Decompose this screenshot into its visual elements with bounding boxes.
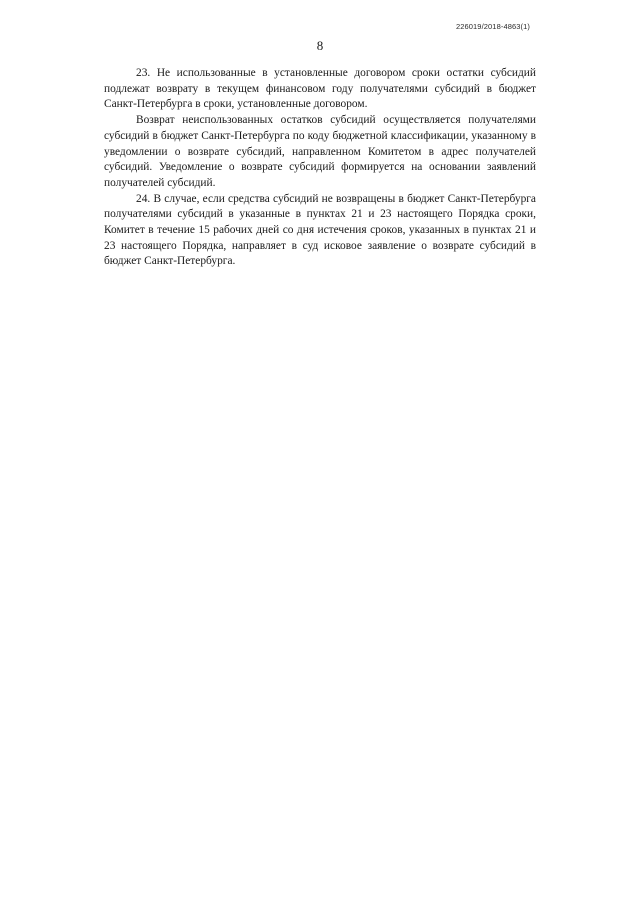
paragraph-24: 24. В случае, если средства субсидий не возвращены в бюджет Санкт-Петербурга получателями субсидий в указанные в пунктах 21 и 23 настоящего Порядка сроки, Комитет в течение 15 рабочих дней со дня истечения сроков, указанных в пунктах 21 и 23 настоящего Порядка, направляет в суд исковое заявление о возврате субсидий в бюджет Санкт-Петербурга. [104, 192, 536, 268]
page-number: 8 [316, 38, 324, 53]
paragraph-return-procedure: Возврат неиспользованных остатков субсидий осуществляется получателями субсидий в бюджет Санкт-Петербурга по коду бюджетной классификации, указанному в уведомлении о возврате субсидий, направленном Комитетом в адрес получателей субсидий. Уведомление о возврате субсидий формируется на основании заявлений получателей субсидий. [104, 114, 536, 189]
document-body [104, 66, 536, 270]
document-id: 226019/2018-4863(1) [455, 22, 530, 31]
paragraph-23: 23. Не использованные в установленные договором сроки остатки субсидий подлежат возврату в текущем финансовом году получателями субсидий в бюджет Санкт-Петербурга в сроки, установленные договором. [104, 67, 536, 111]
